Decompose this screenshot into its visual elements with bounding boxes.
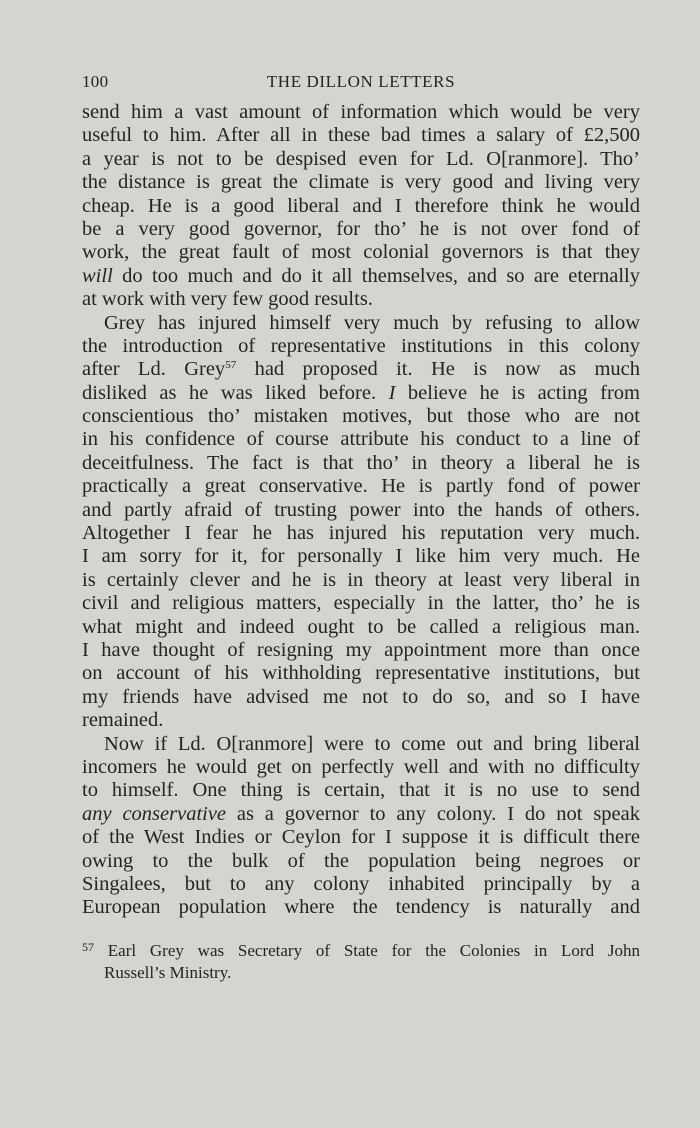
emphasis: I	[388, 381, 396, 404]
emphasis: will	[82, 264, 113, 287]
line-text: conscientious tho’ mistaken motives, but those who are not	[82, 405, 640, 428]
text-line	[82, 312, 640, 335]
text-line	[82, 288, 640, 311]
footnote	[82, 940, 640, 984]
text-line	[82, 873, 640, 896]
line-text: of the West Indies or Ceylon for I suppose it is difficult there	[82, 826, 640, 849]
line-text: believe he is acting from	[395, 381, 640, 404]
line-text: had proposed it. He is now as much	[236, 358, 640, 381]
line-text: is certainly clever and he is in theory at least very liberal in	[82, 568, 640, 591]
line-text: a year is not to be despised even for Ld. O[ranmore]. Tho’	[82, 147, 640, 170]
emphasis: any conservative	[82, 802, 227, 825]
text-line	[82, 475, 640, 498]
text-line	[82, 428, 640, 451]
line-text: my friends have advised me not to do so, and so I have	[82, 685, 640, 708]
line-text: Altogether I fear he has injured his reputation very much.	[82, 522, 640, 545]
line-text: deceitfulness. The fact is that tho’ in theory a liberal he is	[82, 451, 640, 474]
footnote-line	[82, 940, 640, 962]
text-line	[82, 803, 640, 826]
line-text: I have thought of resigning my appointment more than once	[82, 638, 640, 661]
line-text: owing to the bulk of the population being negroes or	[82, 849, 640, 872]
text-line	[82, 616, 640, 639]
text-line	[82, 101, 640, 124]
line-text: what might and indeed ought to be called a religious man.	[82, 615, 640, 638]
line-text: incomers he would get on perfectly well and with no difficulty	[82, 755, 640, 778]
line-text: Now if Ld. O[ranmore] were to come out and bring liberal	[104, 732, 640, 755]
text-line	[82, 686, 640, 709]
line-text: do too much and do it all themselves, and so are eternally	[112, 264, 640, 287]
page-number: 100	[82, 72, 109, 91]
text-line	[82, 171, 640, 194]
text-line	[82, 592, 640, 615]
text-line	[82, 335, 640, 358]
text-line	[82, 241, 640, 264]
footnote-line: Russell’s Ministry.	[104, 963, 232, 982]
text-line	[82, 195, 640, 218]
text-line	[82, 148, 640, 171]
text-line	[82, 639, 640, 662]
text-line	[82, 779, 640, 802]
line-text: practically a great conservative. He is partly fond of power	[82, 475, 640, 498]
line-text: be a very good governor, for tho’ he is not over fond of	[82, 217, 640, 240]
body-text	[82, 101, 640, 920]
text-line	[82, 124, 640, 147]
text-line	[82, 405, 640, 428]
text-line	[82, 358, 640, 381]
text-line	[82, 382, 640, 405]
text-line	[82, 218, 640, 241]
text-line	[82, 522, 640, 545]
line-text: after Ld. Grey	[82, 358, 226, 381]
text-line	[82, 826, 640, 849]
line-text: to himself. One thing is certain, that it is no use to send	[82, 779, 640, 802]
line-text: disliked as he was liked before.	[82, 381, 389, 404]
line-text: useful to him. After all in these bad times a salary of £2,500	[82, 124, 640, 147]
text-line	[82, 756, 640, 779]
running-head	[82, 72, 640, 98]
line-text: the introduction of representative institutions in this colony	[82, 334, 640, 357]
line-text: and partly afraid of trusting power into the hands of others.	[82, 498, 640, 521]
text-line	[82, 850, 640, 873]
footnote-number: 57	[82, 940, 94, 954]
text-line	[82, 545, 640, 568]
line-text: Grey has injured himself very much by refusing to allow	[104, 311, 640, 334]
line-text: I am sorry for it, for personally I like him very much. He	[82, 545, 640, 568]
line-text: work, the great fault of most colonial governors is that they	[82, 241, 640, 264]
line-text: remained.	[82, 709, 164, 732]
line-text: at work with very few good results.	[82, 288, 373, 311]
line-text: the distance is great the climate is very good and living very	[82, 171, 640, 194]
line-text: Singalees, but to any colony inhabited principally by a	[82, 872, 640, 895]
line-text: European population where the tendency is naturally and	[82, 896, 640, 919]
text-line	[82, 662, 640, 685]
text-line	[82, 709, 640, 732]
line-text: in his confidence of course attribute his conduct to a line of	[82, 428, 640, 451]
footnote-text: Earl Grey was Secretary of State for the Colonies in Lord John	[94, 941, 640, 960]
footnote-ref: 57	[225, 359, 237, 372]
running-title: THE DILLON LETTERS	[266, 72, 456, 91]
line-text: cheap. He is a good liberal and I therefore think he would	[82, 194, 640, 217]
line-text: as a governor to any colony. I do not speak	[226, 802, 640, 825]
line-text: send him a vast amount of information which would be very	[82, 101, 640, 123]
text-line	[82, 896, 640, 919]
text-line	[82, 265, 640, 288]
text-line	[82, 499, 640, 522]
text-line	[82, 733, 640, 756]
line-text: on account of his withholding representative institutions, but	[82, 662, 640, 685]
text-line	[82, 452, 640, 475]
line-text: civil and religious matters, especially in the latter, tho’ he is	[82, 592, 640, 615]
text-line	[82, 569, 640, 592]
